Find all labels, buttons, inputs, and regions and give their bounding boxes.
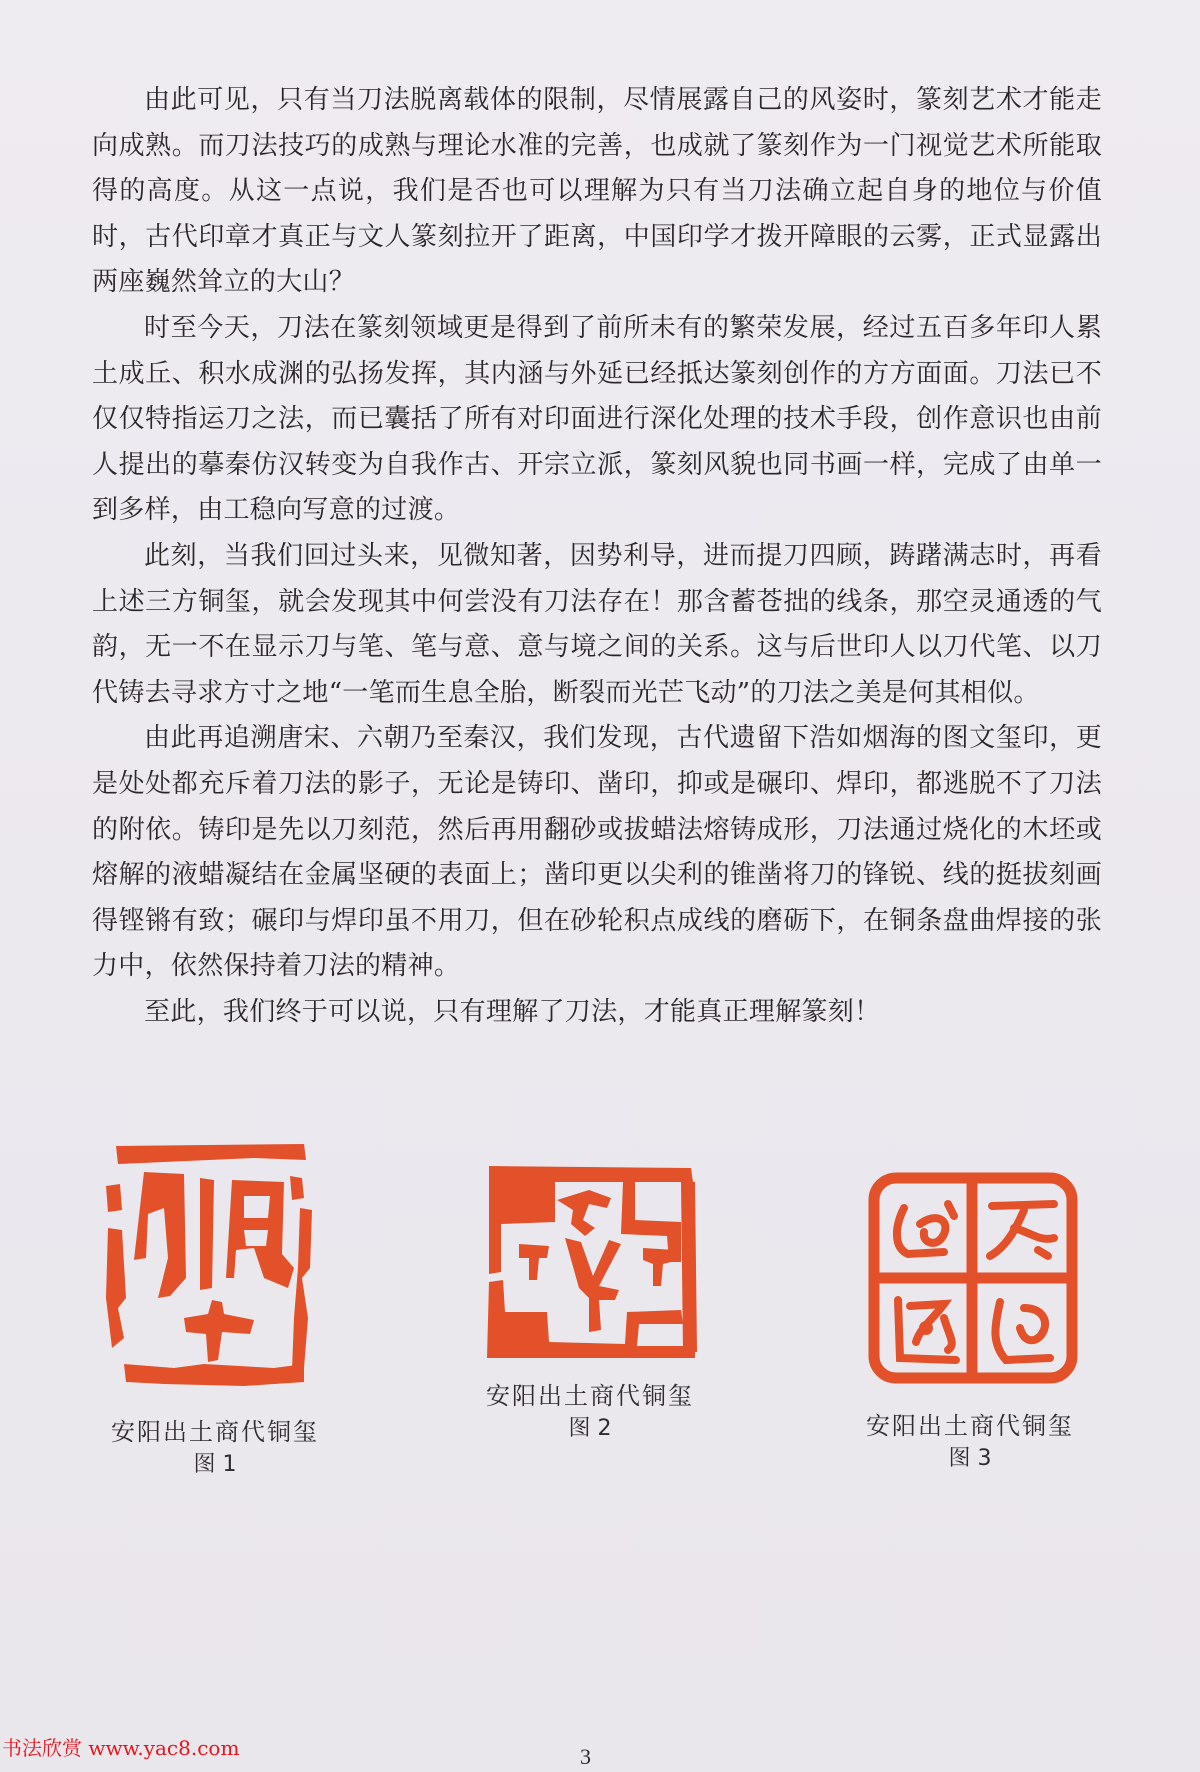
paragraph: 时至今天，刀法在篆刻领域更是得到了前所未有的繁荣发展，经过五百多年印人累土成丘、积水成渊的弘扬发挥，其内涵与外延已经抵达篆刻创作的方方面面。刀法已不仅仅特指运刀之法，而已囊括了所有对印面进行深化处理的技术手段，创作意识也由前人提出的摹秦仿汉转变为自我作古、开宗立派，篆刻风貌也同书画一样，完成了由单一到多样，由工稳向写意的过渡。	[92, 312, 1102, 526]
page-number: 3	[580, 1744, 591, 1769]
paragraph: 由此可见，只有当刀法脱离载体的限制，尽情展露自己的风姿时，篆刻艺术才能走向成熟。而刀法技巧的成熟与理论水准的完善，也成就了篆刻作为一门视觉艺术所能取得的高度。从这一点说，我们是否也可以理解为只有当刀法确立起自身的地位与价值时，古代印章才真正与文人篆刻拉开了距离，中国印学才拨开障眼的云雾，正式显露出两座巍然耸立的大山？	[92, 85, 1102, 298]
seal-image-3	[864, 1168, 1100, 1388]
paragraph: 至此，我们终于可以说，只有理解了刀法，才能真正理解篆刻！	[144, 996, 881, 1027]
figure-3	[840, 1168, 1100, 1474]
paragraph: 由此再追溯唐宋、六朝乃至秦汉，我们发现，古代遗留下浩如烟海的图文玺印，更是处处都充斥着刀法的影子，无论是铸印、凿印，抑或是碾印、焊印，都逃脱不了刀法的附依。铸印是先以刀刻范，然后再用翻砂或拔蜡法熔铸成形，刀法通过烧化的木坯或熔解的液蜡凝结在金属坚硬的表面上；凿印更以尖利的锥凿将刀的锋锐、线的挺拔刻画得铿锵有致；碾印与焊印虽不用刀，但在砂轮积点成线的磨砺下，在铜条盘曲焊接的张力中，依然保持着刀法的精神。	[92, 723, 1102, 982]
site-watermark: 书法欣赏 www.yac8.com	[2, 1736, 240, 1760]
article-body	[92, 78, 1102, 1035]
figure-caption: 安阳出土商代铜玺	[111, 1418, 319, 1446]
figure-1	[90, 1138, 340, 1480]
seal-image-2	[485, 1162, 715, 1358]
figure-caption: 安阳出土商代铜玺	[486, 1382, 694, 1410]
figure-label: 图 2	[568, 1416, 612, 1441]
figure-label: 图 1	[193, 1452, 237, 1477]
figure-label: 图 3	[948, 1446, 992, 1471]
figure-row	[0, 1130, 1200, 1510]
figure-caption: 安阳出土商代铜玺	[866, 1412, 1074, 1440]
figure-2	[465, 1162, 715, 1444]
seal-image-1	[104, 1138, 340, 1394]
paragraph: 此刻，当我们回过头来，见微知著，因势利导，进而提刀四顾，踌躇满志时，再看上述三方铜玺，就会发现其中何尝没有刀法存在！那含蓄苍拙的线条，那空灵通透的气韵，无一不在显示刀与笔、笔与意、意与境之间的关系。这与后世印人以刀代笔、以刀代铸去寻求方寸之地“一笔而生息全胎，断裂而光芒飞动”的刀法之美是何其相似。	[92, 540, 1102, 708]
